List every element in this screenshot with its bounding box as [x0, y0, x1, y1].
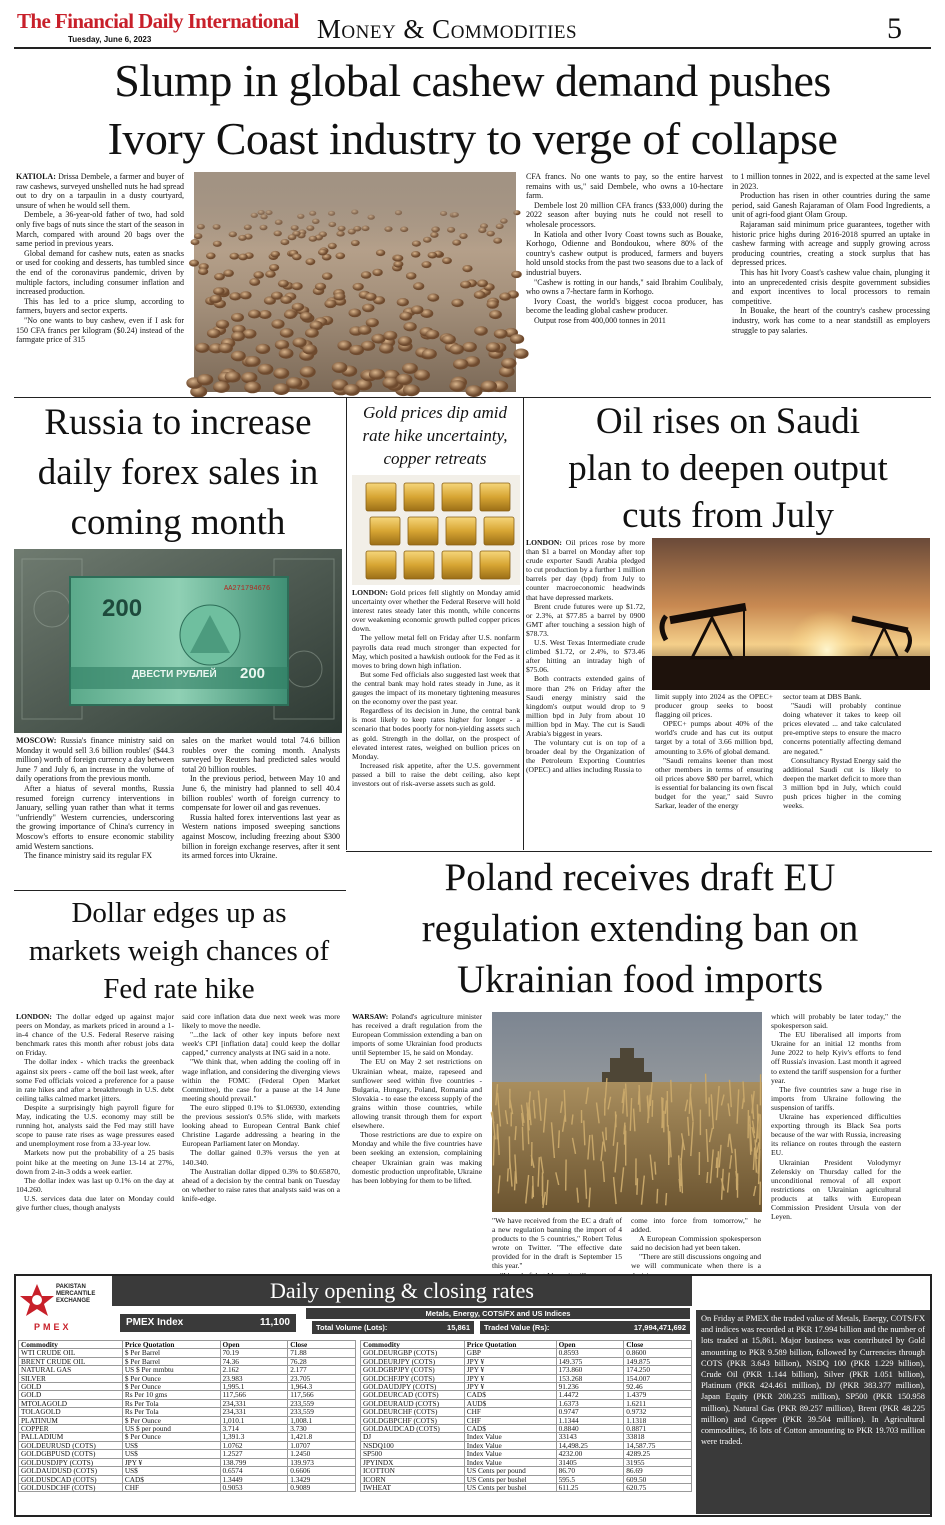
- table-cell: GBP: [464, 1349, 556, 1357]
- table-cell: AUD$: [464, 1399, 556, 1407]
- oil-col1: [526, 538, 645, 850]
- table-cell: 3.714: [220, 1425, 288, 1433]
- column-header: Open: [220, 1341, 288, 1349]
- table-cell: 33818: [624, 1433, 692, 1441]
- pmex-logo-icon: [20, 1282, 54, 1322]
- banknote-denomination-small: 200: [240, 665, 266, 682]
- table-cell: GOLDGBPUSD (COTS): [19, 1450, 123, 1458]
- table-cell: GOLDAUDJPY (COTS): [361, 1383, 465, 1391]
- paragraph: The five countries saw a huge rise in imports from Ukraine following the suspension of tariffs.: [771, 1084, 901, 1112]
- paragraph: said core inflation data due next week was more likely to move the needle.: [182, 1012, 340, 1031]
- table-row: [19, 1483, 356, 1491]
- paragraph: "Cashew is rotting in our hands," said Ibrahim Coulibaly, who owns a 7-hectare farm in Korhogo.: [526, 277, 723, 297]
- pmex-index-label: PMEX Index: [126, 1317, 184, 1328]
- table-cell: 1.4379: [624, 1391, 692, 1399]
- table-cell: 0.6574: [220, 1467, 288, 1475]
- dateline: LONDON:: [16, 1012, 52, 1021]
- table-cell: GOLDAUDCAD (COTS): [361, 1425, 465, 1433]
- table-cell: 117,566: [288, 1391, 356, 1399]
- table-cell: US $ Per mmbtu: [122, 1366, 220, 1374]
- paragraph: In the previous period, between May 10 and June 6, the ministry had planned to sell 40.4 billion roubles' worth of foreign currency to compensate for lower oil and gas revenues.: [182, 774, 340, 813]
- table-row: [19, 1408, 356, 1416]
- table-cell: 595.5: [556, 1475, 624, 1483]
- table-cell: 611.25: [556, 1483, 624, 1491]
- table-row: [361, 1467, 692, 1475]
- table-cell: $ Per Ounce: [122, 1416, 220, 1424]
- table-cell: 1.0707: [288, 1441, 356, 1449]
- table-cell: 1,995.1: [220, 1383, 288, 1391]
- traded-value-label: Traded Value (Rs):: [484, 1323, 550, 1332]
- paragraph: Consultancy Rystad Energy said the additional Saudi cut is likely to deepen the market deficit to more than 3 million bpd in July, which could push prices higher in the coming weeks.: [783, 755, 901, 811]
- paragraph: After a hiatus of several months, Russia resumed foreign currency interventions in January, selling yuan rather than what it terms "unfriendly" Western currencies, underscoring the growing importance of China's currency in Moscow's efforts to ensure economic stability amid Western sanctions.: [16, 783, 174, 851]
- paragraph: The dollar gained 0.3% versus the yen at 140.340.: [182, 1148, 340, 1167]
- table-cell: JPY ¥: [464, 1383, 556, 1391]
- paragraph: But some Fed officials also suggested last week that the central bank may hold rates steady in June, as it gauges the impact of its monetary tightening measures on the economy over the past year.: [352, 669, 520, 707]
- column-header: Close: [624, 1341, 692, 1349]
- table-cell: 0.8593: [556, 1349, 624, 1357]
- table-cell: $ Per Ounce: [122, 1374, 220, 1382]
- table-cell: GOLDCHFJPY (COTS): [361, 1374, 465, 1382]
- paragraph: Ivory Coast, the world's biggest cocoa producer, has become the leading global cashew producer.: [526, 296, 723, 316]
- poland-col4: [771, 1012, 901, 1268]
- dollar-headline: Dollar edges up as markets weigh chances of Fed rate hike: [28, 897, 330, 1005]
- paragraph: Ukrainian President Volodymyr Zelenskiy on Thursday called for the unconditional removal of all export restrictions on Ukrainian agricultural products at talks with European Commission President Ursula von der Leyen.: [771, 1157, 901, 1222]
- table-cell: CHF: [122, 1483, 220, 1491]
- poland-headline: Poland receives draft EU regulation extending ban on Ukrainian food imports: [421, 856, 859, 1001]
- table-cell: 149.375: [556, 1357, 624, 1365]
- table-cell: Index Value: [464, 1450, 556, 1458]
- rates-table-right: [360, 1340, 692, 1492]
- table-cell: GOLDUSDJPY (COTS): [19, 1458, 123, 1466]
- table-cell: 2.177: [288, 1366, 356, 1374]
- rates-table-left: [18, 1340, 356, 1492]
- paragraph: Despite a surprisingly high payroll figure for May, indicating the U.S. economy may still be running hot, analysts said the Fed may still have scope to pause rate rises as wage pressures eased and unemployment rose from a 33-year low.: [16, 1102, 174, 1149]
- table-cell: SP500: [361, 1450, 465, 1458]
- table-cell: 71.88: [288, 1349, 356, 1357]
- cashew-headline-line1: Slump in global cashew demand pushes: [114, 55, 831, 106]
- table-cell: CAD$: [122, 1475, 220, 1483]
- rates-table: [18, 1340, 356, 1492]
- paragraph: "We have received from the EC a draft of a new regulation banning the import of 4 products to the 5 countries," Robert Telus wrote on Twitter. "The effective date provided for in the draft is September 15 this year.": [492, 1216, 622, 1271]
- table-cell: GOLDEURCHF (COTS): [361, 1408, 465, 1416]
- table-row: [19, 1450, 356, 1458]
- paragraph: "We think that, when adding the cooling off in wage inflation, and considering the diverging views within the FOMC (Federal Open Market Committee), the case for a pause at the 14 June meeting should prevail.": [182, 1057, 340, 1103]
- dateline: KATIOLA:: [16, 172, 56, 181]
- russia-headline: Russia to increase daily forex sales in coming month: [37, 402, 319, 543]
- paragraph: The euro slipped 0.1% to $1.06930, extending the previous session's 0.5% slide, with markets looking ahead to European Central Bank chief Christine Lagarde addressing a hearing in the European Parliament later on Monday.: [182, 1102, 340, 1149]
- table-row: [19, 1366, 356, 1374]
- table-cell: GOLDEURCAD (COTS): [361, 1391, 465, 1399]
- column-header: Price Quotation: [122, 1341, 220, 1349]
- gold-headline: Gold prices dip amid rate hike uncertainty, copper retreats: [362, 403, 508, 468]
- table-cell: ICOTTON: [361, 1467, 465, 1475]
- oil-headline: Oil rises on Saudi plan to deepen output cuts from July: [568, 401, 888, 536]
- paragraph: A European Commission spokesperson said no decision had yet been taken.: [631, 1234, 761, 1253]
- table-cell: DJ: [361, 1433, 465, 1441]
- table-cell: 0.6606: [288, 1467, 356, 1475]
- pmex-logo: [20, 1280, 100, 1338]
- pumpjack-image: [652, 538, 930, 690]
- column-header: Open: [556, 1341, 624, 1349]
- paragraph: Those restrictions are due to expire on Monday and while the five countries have been seeking an extension, complaining cheaper Ukrainian grain was making domestic production unprofitable, Ukraine has been lobbying for them to be lifted.: [352, 1130, 482, 1185]
- poland-col1: [352, 1012, 482, 1268]
- page-number: 5: [887, 12, 902, 45]
- table-cell: GOLDEURAUD (COTS): [361, 1399, 465, 1407]
- paragraph: In Bouake, the heart of the country's cashew processing industry, work has come to a near standstill as employers struggle to pay salaries.: [732, 306, 930, 335]
- table-cell: 0.8871: [624, 1425, 692, 1433]
- paragraph: Dembele, a 36-year-old father of two, had sold only five bags of nuts since the start of the season in March, compared with around 20 bags over the same period in previous years.: [16, 210, 184, 249]
- table-cell: Rs Per Tola: [122, 1399, 220, 1407]
- oil-col3: [783, 692, 901, 850]
- table-cell: 74.36: [220, 1357, 288, 1365]
- table-cell: GOLDEURJPY (COTS): [361, 1357, 465, 1365]
- table-cell: PLATINUM: [19, 1416, 123, 1424]
- table-cell: 92.46: [624, 1383, 692, 1391]
- table-cell: 1.0762: [220, 1441, 288, 1449]
- traded-value: [480, 1321, 690, 1334]
- table-cell: COPPER: [19, 1425, 123, 1433]
- table-cell: GOLDEURGBP (COTS): [361, 1349, 465, 1357]
- table-cell: 23.983: [220, 1374, 288, 1382]
- table-cell: WTI CRUDE OIL: [19, 1349, 123, 1357]
- dateline: LONDON:: [352, 588, 388, 597]
- table-cell: JPY ¥: [464, 1374, 556, 1382]
- table-cell: $ Per Barrel: [122, 1357, 220, 1365]
- table-cell: US Cents per pound: [464, 1467, 556, 1475]
- russia-col1: [16, 736, 174, 888]
- table-cell: US$: [122, 1441, 220, 1449]
- banknote-label: ДВЕСТИ РУБЛЕЙ: [132, 669, 217, 680]
- paragraph: The EU on May 2 set restrictions on Ukrainian wheat, maize, rapeseed and sunflower seed within five countries - Bulgaria, Hungary, Poland, Romania and Slovakia - to ease the excess supply of the grains within those countries, while allowing transit through them for export elsewhere.: [352, 1057, 482, 1131]
- table-cell: 117,566: [220, 1391, 288, 1399]
- paragraph: Both contracts extended gains of more than 2% on Friday after the Saudi energy ministry said the kingdom's output would drop to 9 million bpd in July from about 10 million bpd in May. The cut is Saudi Arabia's biggest in years.: [526, 674, 645, 738]
- table-cell: GOLDAUDUSD (COTS): [19, 1467, 123, 1475]
- table-cell: JPY ¥: [464, 1357, 556, 1365]
- table-cell: 3.730: [288, 1425, 356, 1433]
- paragraph: The voluntary cut is on top of a broader deal by the Organization of the Petroleum Exporting Countries (OPEC) and allies including Russia to: [526, 738, 645, 775]
- rates-title: Daily opening & closing rates: [112, 1276, 692, 1306]
- paragraph: to 1 million tonnes in 2022, and is expected at the same level in 2023.: [732, 172, 930, 191]
- cashew-headline-line2: Ivory Coast industry to verge of collapse: [107, 113, 838, 164]
- cashew-headline: [10, 52, 935, 168]
- table-cell: 1.4472: [556, 1391, 624, 1399]
- table-cell: GOLD: [19, 1391, 123, 1399]
- table-cell: 1.2450: [288, 1450, 356, 1458]
- paragraph: The Australian dollar dipped 0.3% to $0.65870, ahead of a decision by the central bank on Tuesday on whether to raise rates that analysts said was on a knife-edge.: [182, 1166, 340, 1203]
- table-cell: 31405: [556, 1458, 624, 1466]
- table-cell: GOLDEURUSD (COTS): [19, 1441, 123, 1449]
- table-row: [361, 1450, 692, 1458]
- banknote-denomination: 200: [102, 595, 143, 622]
- cashew-col3: [732, 172, 930, 394]
- paragraph: Russia halted forex interventions last year as Western nations imposed sweeping sanctions against Moscow, including freezing about $300 billion in foreign exchange reserves, after it sent its armed forces into Ukraine.: [182, 812, 340, 861]
- dateline: LONDON:: [526, 538, 562, 547]
- table-cell: ICORN: [361, 1475, 465, 1483]
- table-cell: US Cents per bushel: [464, 1475, 556, 1483]
- table-cell: 23.705: [288, 1374, 356, 1382]
- table-row: [361, 1483, 692, 1491]
- paragraph: The yellow metal fell on Friday after U.S. nonfarm payrolls data read much stronger than expected for May, which posited a hawkish outlook for the Fed as it moves to bring down high inflation.: [352, 633, 520, 670]
- paragraph: The finance ministry said its regular FX: [24, 851, 152, 861]
- russia-col2: [182, 736, 340, 888]
- table-cell: US Cents per bushel: [464, 1483, 556, 1491]
- table-cell: US$: [122, 1467, 220, 1475]
- table-cell: PALLADIUM: [19, 1433, 123, 1441]
- oil-col2: [655, 692, 773, 850]
- table-cell: 149.875: [624, 1357, 692, 1365]
- banknote-serial: АА271794676: [224, 585, 271, 593]
- table-cell: 0.8600: [624, 1349, 692, 1357]
- masthead-date: Tuesday, June 6, 2023: [68, 35, 152, 44]
- poland-col3: [631, 1216, 761, 1271]
- paragraph: Markets now put the probability of a 25 basis point hike at the meeting on June 13-14 at 27%, down from 2-in-3 odds a week earlier.: [16, 1148, 174, 1176]
- table-cell: 0.9732: [624, 1408, 692, 1416]
- paragraph: Gold prices fell slightly on Monday amid uncertainty over whether the Federal Reserve will hold interest rates steady later this month, while concerns over weakening economic growth pulled copper prices down.: [352, 588, 520, 634]
- paragraph: Drissa Dembele, a farmer and buyer of raw cashews, surveyed unshelled nuts he had spread out to dry on a tarpaulin in a dusty courtyard, unsure of when he would sell them.: [16, 172, 184, 210]
- table-cell: JPY ¥: [122, 1458, 220, 1466]
- table-cell: CAD$: [464, 1425, 556, 1433]
- table-cell: 33143: [556, 1433, 624, 1441]
- table-cell: 1.1344: [556, 1416, 624, 1424]
- table-cell: CAD$: [464, 1391, 556, 1399]
- table-cell: 4232.00: [556, 1450, 624, 1458]
- column-header: Commodity: [19, 1341, 123, 1349]
- paragraph: The EU liberalised all imports from Ukraine for an initial 12 months from June 2022 to help Kyiv's efforts to fend off Russia's invasion. Last month it agreed to extend the tariff suspension for a further year.: [771, 1030, 901, 1085]
- pmex-logo-abbr: PMEX: [34, 1322, 72, 1332]
- dateline: WARSAW:: [352, 1012, 389, 1021]
- table-cell: 138.799: [220, 1458, 288, 1466]
- paragraph: In Katiola and other Ivory Coast towns such as Bouake, Korhogo, Odienne and Bondoukou, where 80% of the country's cashew output is produced, farmers and buyers hold unsold stocks from the past two seasons due to a lack of industrial buyers.: [526, 229, 723, 277]
- table-cell: CHF: [464, 1408, 556, 1416]
- paragraph: U.S. West Texas Intermediate crude climbed $1.72, or 2.4%, to $73.46 after hitting an intraday high of $75.06.: [526, 638, 645, 675]
- pmex-index: [120, 1314, 296, 1332]
- table-cell: Index Value: [464, 1433, 556, 1441]
- table-row: [361, 1366, 692, 1374]
- table-cell: Index Value: [464, 1458, 556, 1466]
- paragraph: Oil prices rose by more than $1 a barrel on Monday after top crude exporter Saudi Arabia pledged to cut production by a further 1 million barrels per day (bpd) from July to counter macroeconomic headwinds that have depressed markets.: [526, 538, 645, 602]
- table-cell: 0.9089: [288, 1483, 356, 1491]
- table-cell: Rs Per Tola: [122, 1408, 220, 1416]
- gold-bars-image: [352, 475, 520, 585]
- cashew-col1: [16, 172, 184, 394]
- paragraph: which will probably be later today," the spokesperson said.: [771, 1012, 901, 1031]
- paragraph: OPEC+ pumps about 40% of the world's crude and has cut its output target by a total of 3.66 million bpd, amounting to 3.6% of global demand.: [655, 719, 773, 756]
- paragraph: "Saudi remains keener than most other members in terms of ensuring oil prices above $80 per barrel, which is essential for balancing its own fiscal budget for the year," said Suvro Sarkar, leader of the energy: [655, 755, 773, 811]
- table-cell: JPYINDX: [361, 1458, 465, 1466]
- table-cell: $ Per Barrel: [122, 1349, 220, 1357]
- paragraph: Dembele lost 20 million CFA francs ($33,000) during the 2022 season after buying nuts he could not resell to wholesale processors.: [526, 200, 723, 229]
- table-cell: 86.69: [624, 1467, 692, 1475]
- paragraph: limit supply into 2024 as the OPEC+ producer group seeks to boost flagging oil prices.: [655, 692, 773, 720]
- column-header: Close: [288, 1341, 356, 1349]
- paragraph: Russia's finance ministry said on Monday it would sell 3.6 billion roubles' ($44.3 million) worth of foreign currency a day between June 7 and July 6, an increase in the volume of daily operations from the previous month.: [16, 736, 175, 784]
- table-cell: 233,559: [288, 1399, 356, 1407]
- table-row: [361, 1408, 692, 1416]
- rates-box: [14, 1274, 932, 1517]
- cashew-col2: [526, 172, 723, 394]
- table-cell: 174.250: [624, 1366, 692, 1374]
- paragraph: sales on the market would total 74.6 billion roubles over the coming month. Analysts surveyed by Reuters had predicted sales would total 20 billion roubles.: [182, 736, 340, 774]
- paragraph: Production has risen in other countries during the same period, said Ganesh Rajaraman of Olam Food Ingredients, a unit of agri-food giant Olam Group.: [732, 191, 930, 220]
- paragraph: U.S. services data due later on Monday could give further clues, though analysts: [16, 1193, 174, 1212]
- table-cell: GOLD: [19, 1383, 123, 1391]
- table-cell: 620.75: [624, 1483, 692, 1491]
- paragraph: Ukraine has experienced difficulties exporting through its Black Sea ports because of the war with Russia, increasing its reliance on routes through the eastern EU.: [771, 1112, 901, 1158]
- oil-pumpjack-photo: [652, 538, 930, 690]
- table-cell: CHF: [464, 1416, 556, 1424]
- table-cell: 31955: [624, 1458, 692, 1466]
- paragraph: This has hit Ivory Coast's cashew value chain, plunging it into an unprecedented crisis despite government subsidies and export incentives to local processors to remain competitive.: [732, 267, 930, 306]
- paragraph: Regardless of its decision in June, the central bank is most likely to keep rates higher for longer - a scenario that bodes poorly for non-yielding assets such as gold. Strength in the dollar, on the prospect of elevated interest rates, weighed on bullion prices on Monday.: [352, 706, 520, 761]
- paragraph: "...the lack of other key inputs before next week's CPI [inflation data] could keep the dollar capped," currency analysts at ING said in a note.: [182, 1030, 340, 1058]
- total-volume-value: 15,861: [447, 1323, 470, 1332]
- table-cell: 1.6373: [556, 1399, 624, 1407]
- table-cell: MTOLAGOLD: [19, 1399, 123, 1407]
- dollar-col2: [182, 1012, 340, 1268]
- table-cell: 70.19: [220, 1349, 288, 1357]
- table-cell: 1,010.1: [220, 1416, 288, 1424]
- paragraph: sector team at DBS Bank.: [783, 692, 862, 701]
- rates-summary: On Friday at PMEX the traded value of Metals, Energy, COTS/FX and indices was recorded at PKR 17.994 billion and the number of lots traded at 15,861. Major business was contributed by Gold amounting to PKR 9.589 billion, followed by Currencies through COTS (PKR 3.643 billion), NSDQ 100 (PKR 1.229 billion), Crude Oil (PKR 1.144 billion), Silver (PKR 1.051 billion), Platinum (PKR 424.461 million), DJ (PKR 383.377 million), Japan Equity (PKR 200.235 million), SP500 (PKR 150.958 million), Natural Gas (PKR 89.257 million), Brent (PKR 48.225 million) and Copper (PKR 39.504 million). In Agricultural commodities, 16 lots of Cotton amounting to PKR 19.703 million were traded.: [696, 1310, 930, 1514]
- total-volume-label: Total Volume (Lots):: [316, 1323, 388, 1332]
- table-cell: 1.6211: [624, 1399, 692, 1407]
- table-cell: BRENT CRUDE OIL: [19, 1357, 123, 1365]
- table-cell: 1.3449: [220, 1475, 288, 1483]
- column-header: Price Quotation: [464, 1341, 556, 1349]
- wheat-field-image: [492, 1012, 762, 1212]
- table-cell: 0.9747: [556, 1408, 624, 1416]
- table-cell: 173.860: [556, 1366, 624, 1374]
- table-cell: GOLDUSDCAD (COTS): [19, 1475, 123, 1483]
- paragraph: "There are still discussions ongoing and we will communicate when there is a: [631, 1252, 761, 1271]
- table-cell: US$: [122, 1450, 220, 1458]
- table-cell: NSDQ100: [361, 1441, 465, 1449]
- table-cell: NATURAL GAS: [19, 1366, 123, 1374]
- table-cell: US $ per pound: [122, 1425, 220, 1433]
- russia-banknote-photo: [14, 549, 342, 733]
- table-cell: 1,964.3: [288, 1383, 356, 1391]
- poland-col2: [492, 1216, 622, 1271]
- table-cell: 1,008.1: [288, 1416, 356, 1424]
- table-cell: 91.236: [556, 1383, 624, 1391]
- paragraph: "Saudi will probably continue doing whatever it takes to keep oil prices elevated ... and take calculated pre-emptive steps to ensure the macro concerns potentially affecting demand are negated.": [783, 701, 901, 756]
- table-cell: 4289.25: [624, 1450, 692, 1458]
- segment-label: Metals, Energy, COTS/FX and US Indices: [306, 1308, 690, 1319]
- poland-wheat-photo: [492, 1012, 762, 1212]
- table-cell: Index Value: [464, 1441, 556, 1449]
- table-cell: JPY ¥: [464, 1366, 556, 1374]
- table-cell: $ Per Ounce: [122, 1433, 220, 1441]
- table-cell: IWHEAT: [361, 1483, 465, 1491]
- table-cell: 234,331: [220, 1408, 288, 1416]
- paragraph: Global demand for cashew nuts, eaten as snacks or used for cooking and desserts, has tumbled since the end of the coronavirus pandemic, driven by multiple factors, including consumer inflation and increased production.: [16, 248, 184, 297]
- masthead-title: The Financial Daily International: [17, 9, 299, 33]
- gold-bars-photo: [352, 475, 520, 585]
- total-volume: [312, 1321, 474, 1334]
- paragraph: Rajaraman said minimum price guarantees, together with historic price highs during 2016-2018 spurred an uptake in cashew farming with acreage and supply growing across producing countries, creating a stock surplus that has depressed prices.: [732, 219, 930, 268]
- cashew-nuts-image: [194, 172, 516, 392]
- table-cell: TOLAGOLD: [19, 1408, 123, 1416]
- table-row: [19, 1467, 356, 1475]
- table-cell: $ Per Ounce: [122, 1383, 220, 1391]
- table-cell: 0.9053: [220, 1483, 288, 1491]
- table-cell: 1,421.8: [288, 1433, 356, 1441]
- traded-value-value: 17,994,471,692: [633, 1323, 686, 1332]
- pmex-index-value: 11,100: [259, 1317, 290, 1328]
- table-cell: GOLDGBPCHF (COTS): [361, 1416, 465, 1424]
- rates-table: [360, 1340, 692, 1492]
- banknote-image: [14, 549, 342, 733]
- table-cell: 86.70: [556, 1467, 624, 1475]
- section-title: Money & Commodities: [316, 14, 578, 44]
- pmex-logo-text: PAKISTAN MERCANTILE EXCHANGE: [56, 1284, 96, 1304]
- table-cell: 1.2527: [220, 1450, 288, 1458]
- paragraph: Poland's agriculture minister has received a draft regulation from the European Commission extending a ban on imports of some Ukrainian food products until September 15, he said on Monday.: [352, 1012, 482, 1058]
- table-cell: 76.28: [288, 1357, 356, 1365]
- cashew-photo: [194, 172, 516, 392]
- gold-body: [352, 588, 520, 850]
- paragraph: This has led to a price slump, according to farmers, buyers and sector experts.: [16, 296, 184, 316]
- table-cell: Rs Per 10 gms: [122, 1391, 220, 1399]
- table-cell: 14,498.25: [556, 1441, 624, 1449]
- dollar-col1: [16, 1012, 174, 1268]
- table-cell: 1.3429: [288, 1475, 356, 1483]
- table-cell: 234,331: [220, 1399, 288, 1407]
- paragraph: Increased risk appetite, after the U.S. government passed a bill to raise the debt ceiling, also kept investors out of risk-averse assets such as gold.: [352, 760, 520, 788]
- table-cell: 14,587.75: [624, 1441, 692, 1449]
- paragraph: The dollar index was last up 0.1% on the day at 104.260.: [16, 1175, 174, 1194]
- paragraph: Output rose from 400,000 tonnes in 2011: [534, 315, 666, 325]
- table-cell: 233,559: [288, 1408, 356, 1416]
- paragraph: CFA francs. No one wants to pay, so the entire harvest remains with us," said Dembele, who owns a 10-hectare farm.: [526, 172, 723, 201]
- table-cell: 609.50: [624, 1475, 692, 1483]
- table-cell: 2.162: [220, 1366, 288, 1374]
- table-cell: 1.1318: [624, 1416, 692, 1424]
- paragraph: The dollar index - which tracks the greenback against six peers - came off the boil last week, after some Fed officials voiced a preference for a pause in rate hikes and after a breakthrough in U.S. debt ceiling talks calmed market jitters.: [16, 1057, 174, 1103]
- table-cell: 139.973: [288, 1458, 356, 1466]
- paragraph: The dollar edged up against major peers on Monday, as markets priced in around a 1-in-4 chance of the U.S. Federal Reserve raising benchmark rates this month after robust jobs data on Friday.: [16, 1012, 174, 1058]
- paragraph: Brent crude futures were up $1.72, or 2.3%, at $77.85 a barrel by 0900 GMT after touching a session high of $78.73.: [526, 601, 645, 638]
- table-cell: 0.8840: [556, 1425, 624, 1433]
- table-cell: 1,391.3: [220, 1433, 288, 1441]
- paragraph: come into force from tomorrow," he added.: [631, 1216, 761, 1235]
- table-cell: 153.268: [556, 1374, 624, 1382]
- dateline: MOSCOW:: [16, 736, 57, 745]
- column-header: Commodity: [361, 1341, 465, 1349]
- paragraph: "No one wants to buy cashew, even if I ask for 150 CFA francs per kilogram ($0.24) instead of the farmgate price of 315: [16, 315, 184, 345]
- table-cell: GOLDUSDCHF (COTS): [19, 1483, 123, 1491]
- table-cell: 154.007: [624, 1374, 692, 1382]
- table-cell: GOLDGBPJPY (COTS): [361, 1366, 465, 1374]
- table-cell: SILVER: [19, 1374, 123, 1382]
